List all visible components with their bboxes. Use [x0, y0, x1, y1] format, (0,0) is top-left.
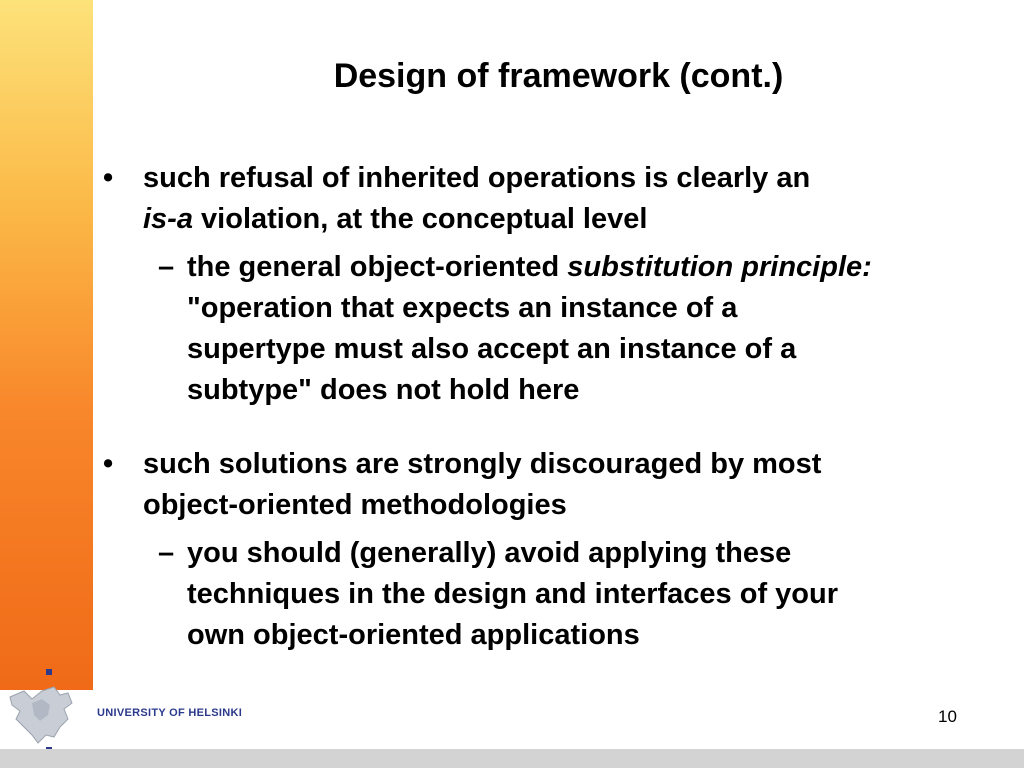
bullet-mark: • — [103, 162, 114, 194]
university-name: UNIVERSITY OF HELSINKI — [97, 707, 243, 719]
bullet-1 — [103, 158, 983, 240]
bullet-1-line-2-rest: violation, at the conceptual level — [192, 203, 648, 235]
orange-sidebar — [0, 0, 93, 690]
substitution-principle-term: substitution principle: — [567, 251, 872, 283]
sub-bullet-1-line-4: subtype" does not hold here — [187, 374, 580, 406]
slide-title: Design of framework (cont.) — [333, 57, 784, 95]
bullet-mark: • — [103, 448, 114, 480]
sub-bullet-1-line-3: supertype must also accept an instance of a — [187, 333, 797, 365]
bullet-2-line-2: object-oriented methodologies — [143, 489, 567, 521]
slide-number: 10 — [938, 707, 957, 726]
bottom-bar — [0, 749, 1024, 768]
sub-bullet-1-line-2: "operation that expects an instance of a — [187, 292, 738, 324]
dash-mark: – — [158, 537, 175, 569]
bullet-1-line-2 — [143, 199, 983, 240]
sub-bullet-2 — [158, 533, 1017, 656]
sub-bullet-2-line-3: own object-oriented applications — [187, 619, 640, 651]
sub-bullet-1-line-1 — [187, 247, 1017, 288]
sub-bullet-2-line-1: you should (generally) avoid applying these — [187, 537, 792, 569]
bullet-2 — [103, 444, 983, 526]
sub-bullet-1 — [158, 247, 1017, 411]
bullet-1-line-1: such refusal of inherited operations is clearly an — [143, 162, 811, 194]
dash-mark: – — [158, 251, 175, 283]
sub-bullet-1-plain: the general object-oriented — [187, 251, 568, 283]
is-a-term: is-a — [143, 203, 193, 235]
sub-bullet-2-line-2: techniques in the design and interfaces of your — [187, 578, 838, 610]
bullet-2-line-1: such solutions are strongly discouraged by most — [143, 448, 822, 480]
